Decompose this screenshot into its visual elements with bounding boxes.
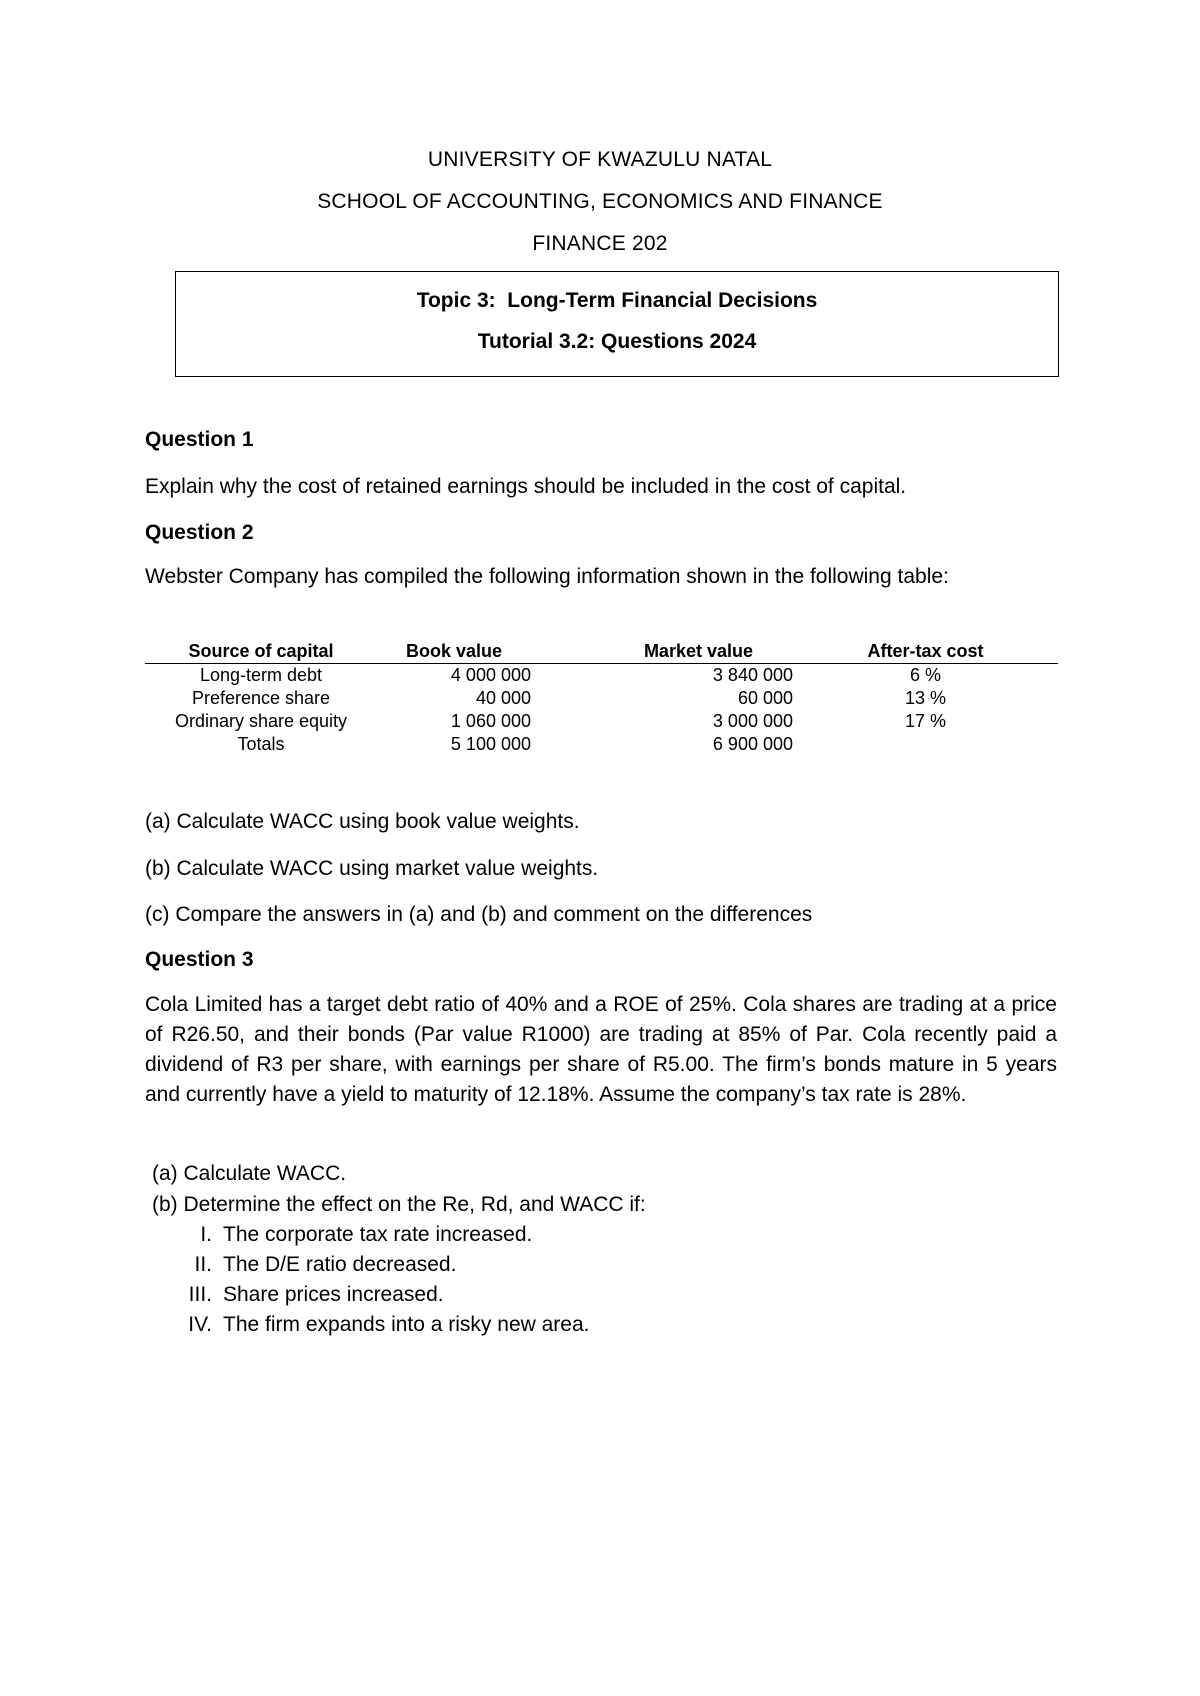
table-cell: Long-term debt [199,665,323,685]
table-row [145,733,1058,756]
sub-item-4 [170,1313,590,1337]
question-3-text: Cola Limited has a target debt ratio of 40% and a ROE of 25%. Cola shares are trading at a price of R26.50, and their bonds (Par value R1000) are trading at 85% of Par. Cola recently paid a dividend of R3 per share, with earnings per share of R5.00. The firm’s bonds mature in 5 years and currently have a yield to maturity of 12.18%. Assume the company’s tax rate is 28%. [145,993,1057,1106]
table-cell: Ordinary share equity [174,711,348,731]
table-row [145,710,1058,733]
university-name: UNIVERSITY OF KWAZULU NATAL [427,148,773,171]
table-row [145,687,1058,710]
table-cell: 40 000 [475,688,531,708]
question-1-text: Explain why the cost of retained earnings should be included in the cost of capital. [145,475,907,498]
table-cell: 17 % [904,711,947,731]
table-row [145,664,1058,688]
question-2-part-a: (a) Calculate WACC using book value weights. [145,810,580,833]
sub-item-text: The D/E ratio decreased. [223,1253,457,1276]
table-cell: 1 060 000 [450,711,531,731]
question-3-part-a: (a) Calculate WACC. [152,1162,347,1185]
column-header: Source of capital [145,640,377,664]
column-header: After-tax cost [793,640,1058,664]
roman-numeral: I. [200,1223,212,1246]
table-cell: 5 100 000 [450,734,531,754]
capital-table [145,640,1058,756]
table-cell: 6 % [909,665,942,685]
question-2-intro: Webster Company has compiled the following information shown in the following table: [145,565,949,588]
sub-item-text: The firm expands into a risky new area. [223,1313,590,1336]
tutorial-title: Tutorial 3.2: Questions 2024 [477,330,757,353]
roman-numeral: III. [188,1283,212,1306]
question-2-part-c: (c) Compare the answers in (a) and (b) and comment on the differences [145,903,813,926]
course-name: FINANCE 202 [532,232,668,255]
sub-item-1 [170,1223,532,1247]
table-cell: 6 900 000 [712,734,793,754]
table-cell: Totals [237,734,285,754]
table-cell: Preference share [191,688,331,708]
table-cell: 3 840 000 [712,665,793,685]
sub-item-2 [170,1253,456,1277]
column-header: Market value [531,640,793,664]
question-2-heading: Question 2 [145,521,254,544]
question-2-part-b: (b) Calculate WACC using market value weights. [145,857,599,880]
column-header: Book value [377,640,531,664]
topic-title: Topic 3: Long-Term Financial Decisions [416,289,818,312]
question-3-part-b: (b) Determine the effect on the Re, Rd, and WACC if: [152,1193,646,1216]
table-cell: 3 000 000 [712,711,793,731]
school-name: SCHOOL OF ACCOUNTING, ECONOMICS AND FINANCE [317,190,883,213]
table-cell: 4 000 000 [450,665,531,685]
table-cell: 13 % [904,688,947,708]
topic-title-box [175,271,1059,377]
question-3-heading: Question 3 [145,948,254,971]
roman-numeral: II. [194,1253,212,1276]
question-1-heading: Question 1 [145,428,254,451]
table-cell: 60 000 [737,688,793,708]
sub-item-text: Share prices increased. [223,1283,444,1306]
table-cell [793,733,1058,756]
roman-numeral: IV. [188,1313,212,1336]
sub-item-3 [170,1283,444,1307]
table-header-row [145,640,1058,664]
sub-item-text: The corporate tax rate increased. [223,1223,533,1246]
